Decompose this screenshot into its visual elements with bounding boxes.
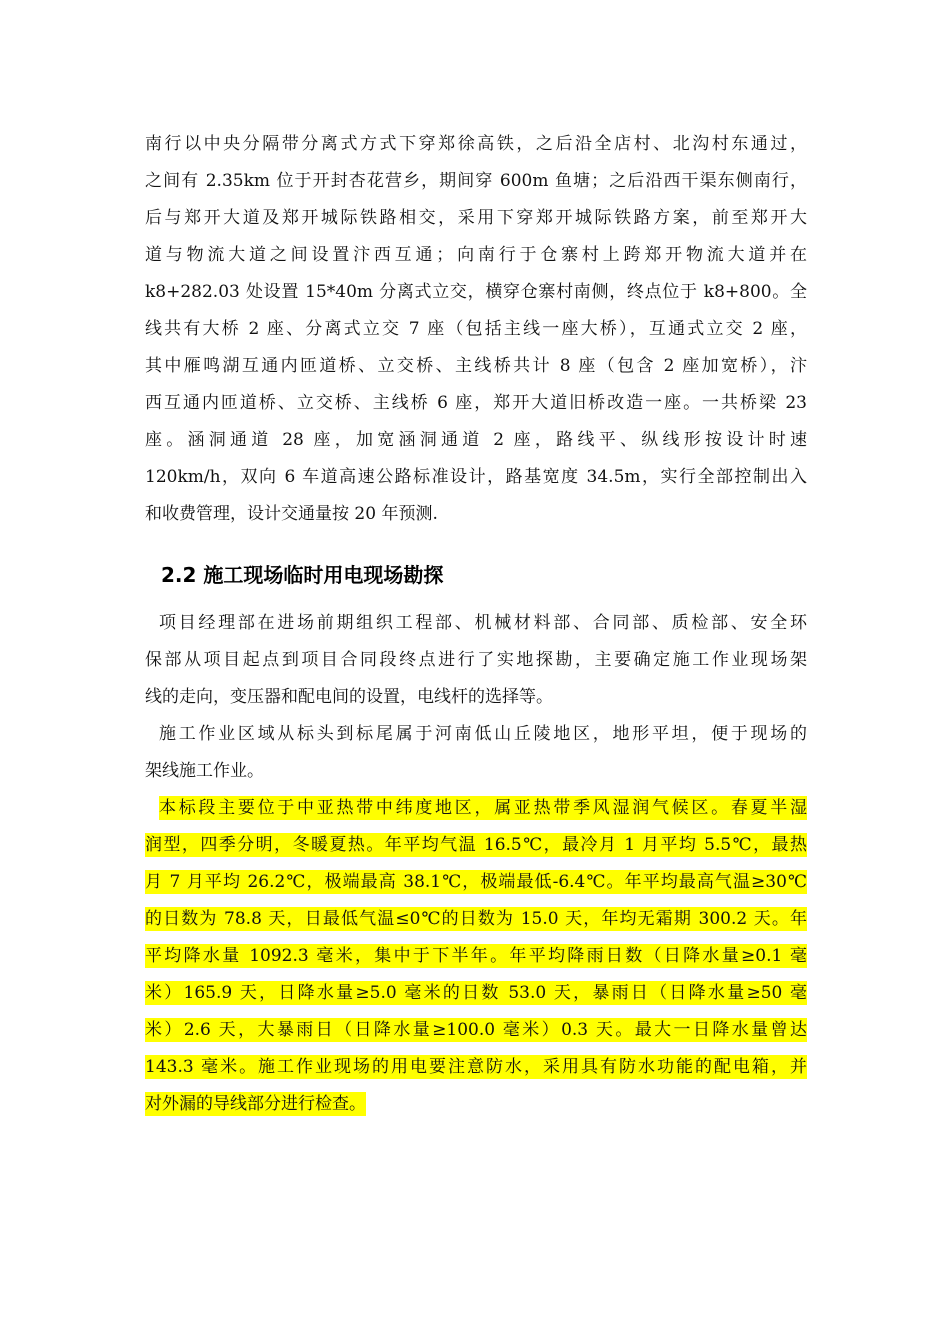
highlighted-text-line bbox=[145, 901, 807, 938]
text-line: 线共有大桥 2 座、分离式立交 7 座（包括主线一座大桥），互通式立交 2 座， bbox=[145, 319, 807, 339]
text-line: 架线施工作业。 bbox=[145, 761, 264, 781]
highlight-span: 平均降水量 1092.3 毫米，集中于下半年。年平均降雨日数（日降水量≥0.1 毫 bbox=[145, 946, 807, 966]
highlight-span: 润型，四季分明，冬暖夏热。年平均气温 16.5℃，最冷月 1 月平均 5.5℃，最热 bbox=[145, 835, 807, 855]
highlighted-text-line bbox=[145, 975, 807, 1012]
text-line: 施工作业区域从标头到标尾属于河南低山丘陵地区，地形平坦，便于现场的 bbox=[159, 724, 807, 744]
text-line: 和收费管理，设计交通量按 20 年预测. bbox=[145, 504, 438, 524]
highlighted-text-line bbox=[145, 938, 807, 975]
highlighted-text-line bbox=[145, 827, 807, 864]
highlight-span: 月 7 月平均 26.2℃，极端最高 38.1℃，极端最低-6.4℃。年平均最高气温≥30℃ bbox=[145, 872, 807, 892]
highlight-span: 143.3 毫米。施工作业现场的用电要注意防水，采用具有防水功能的配电箱，并 bbox=[145, 1057, 807, 1077]
text-line: 西互通内匝道桥、立交桥、主线桥 6 座，郑开大道旧桥改造一座。一共桥梁 23 bbox=[145, 393, 807, 413]
text-line: k8+282.03 处设置 15*40m 分离式立交，横穿仓寨村南侧，终点位于 k8+800。全 bbox=[145, 282, 807, 302]
text-line: 后与郑开大道及郑开城际铁路相交，采用下穿郑开城际铁路方案，前至郑开大 bbox=[145, 208, 807, 228]
text-line: 120km/h，双向 6 车道高速公路标准设计，路基宽度 34.5m，实行全部控制出入 bbox=[145, 467, 807, 487]
highlight-span: 的日数为 78.8 天，日最低气温≤0℃的日数为 15.0 天，年均无霜期 300.2 天。年 bbox=[145, 909, 807, 929]
text-line: 线的走向，变压器和配电间的设置，电线杆的选择等。 bbox=[145, 687, 553, 707]
highlighted-text-line bbox=[145, 790, 807, 827]
highlight-span: 本标段主要位于中亚热带中纬度地区，属亚热带季风湿润气候区。春夏半湿 bbox=[159, 798, 807, 818]
paragraph-terrain bbox=[145, 716, 807, 790]
paragraph-climate-highlighted bbox=[145, 790, 807, 1123]
highlight-span: 对外漏的导线部分进行检查。 bbox=[145, 1094, 366, 1114]
text-line: 项目经理部在进场前期组织工程部、机械材料部、合同部、质检部、安全环 bbox=[159, 613, 807, 633]
text-line: 南行以中央分隔带分离式方式下穿郑徐高铁，之后沿全店村、北沟村东通过， bbox=[145, 134, 807, 154]
paragraph-route-description bbox=[145, 126, 807, 533]
text-line: 座。涵洞通道 28 座，加宽涵洞通道 2 座，路线平、纵线形按设计时速 bbox=[145, 430, 807, 450]
text-line: 其中雁鸣湖互通内匝道桥、立交桥、主线桥共计 8 座（包含 2 座加宽桥），汴 bbox=[145, 356, 807, 376]
highlight-span: 米）165.9 天，日降水量≥5.0 毫米的日数 53.0 天，暴雨日（日降水量≥50 毫 bbox=[145, 983, 807, 1003]
highlighted-text-line bbox=[145, 1086, 807, 1123]
section-heading: 2.2 施工现场临时用电现场勘探 bbox=[161, 563, 444, 587]
highlight-span: 米）2.6 天，大暴雨日（日降水量≥100.0 毫米）0.3 天。最大一日降水量曾达 bbox=[145, 1020, 807, 1040]
text-line: 道与物流大道之间设置汴西互通；向南行于仓寨村上跨郑开物流大道并在 bbox=[145, 245, 807, 265]
highlighted-text-line bbox=[145, 1049, 807, 1086]
highlighted-text-line bbox=[145, 864, 807, 901]
highlighted-text-line bbox=[145, 1012, 807, 1049]
text-line: 保部从项目起点到项目合同段终点进行了实地探勘，主要确定施工作业现场架 bbox=[145, 650, 807, 670]
paragraph-site-survey bbox=[145, 605, 807, 716]
document-body bbox=[145, 126, 807, 1123]
text-line: 之间有 2.35km 位于开封杏花营乡，期间穿 600m 鱼塘；之后沿西干渠东侧南行， bbox=[145, 171, 807, 191]
